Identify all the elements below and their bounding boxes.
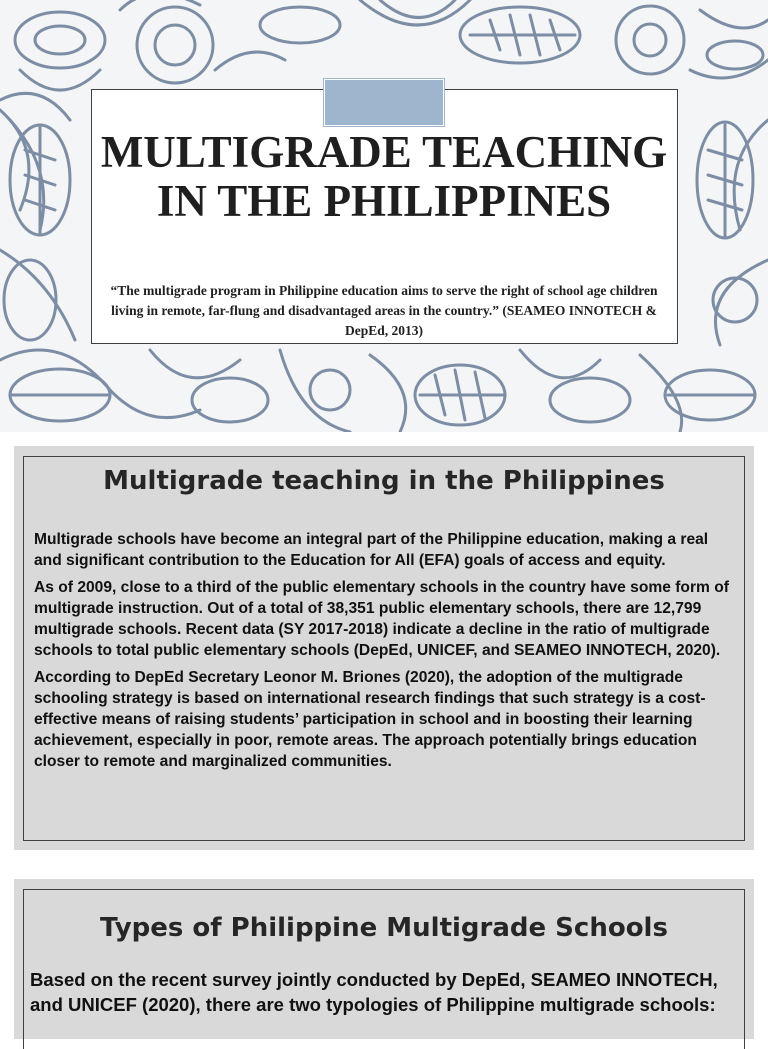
title-slide bbox=[0, 0, 768, 432]
intro-paragraph: Based on the recent survey jointly conducted by DepEd, SEAMEO INNOTECH, and UNICEF (2020), there are two typologies of Philippine multigrade schools: bbox=[30, 969, 718, 1015]
paragraph-efa: Multigrade schools have become an integral part of the Philippine education, making a real and significant contribution to the Education for All (EFA) goals of access and equity. bbox=[34, 531, 709, 569]
leaves-bottom bbox=[0, 350, 755, 432]
overview-slide bbox=[14, 446, 754, 850]
flower-top-mid bbox=[120, 0, 340, 83]
leaves-right bbox=[697, 120, 768, 345]
slide-frame bbox=[23, 456, 745, 841]
types-slide bbox=[14, 879, 754, 1039]
flower-top-right bbox=[616, 6, 768, 78]
slide-frame bbox=[23, 889, 745, 1049]
paragraph-statistics: As of 2009, close to a third of the public elementary schools in the country have some form of multigrade instruction. Out of a total of 38,351 public elementary schools, there are 12,799 multigrade schools. Recent data (SY 2017-2018) indicate a decline in the ratio of multigrade schools to total public elementary schools (DepEd, UNICEF, and SEAMEO INNOTECH, 2020). bbox=[34, 579, 729, 659]
quote-text: “The multigrade program in Philippine education aims to serve the right of school age children living in remote, far-flung and disadvantaged areas in the country.” (SEAMEO INNOTECH & DepEd, 2013) bbox=[110, 283, 658, 338]
leaves-left bbox=[0, 110, 75, 340]
slide-heading: Multigrade teaching in the Philippines bbox=[103, 466, 665, 496]
title-accent-tab bbox=[324, 79, 444, 126]
flower-top-left bbox=[0, 12, 105, 120]
paragraph-briones: According to DepEd Secretary Leonor M. Briones (2020), the adoption of the multigrade schooling strategy is based on international research findings that such strategy is a cost-effective means of raising students’ participation in school and in boosting their learning achievement, especially in poor, remote areas. The approach potentially brings education closer to remote and marginalized communities. bbox=[34, 669, 706, 770]
main-title: MULTIGRADE TEACHING IN THE PHILIPPINES bbox=[100, 127, 668, 226]
slide-body bbox=[34, 529, 739, 778]
leaf-top-center bbox=[360, 0, 580, 63]
slide-heading: Types of Philippine Multigrade Schools bbox=[100, 913, 668, 943]
